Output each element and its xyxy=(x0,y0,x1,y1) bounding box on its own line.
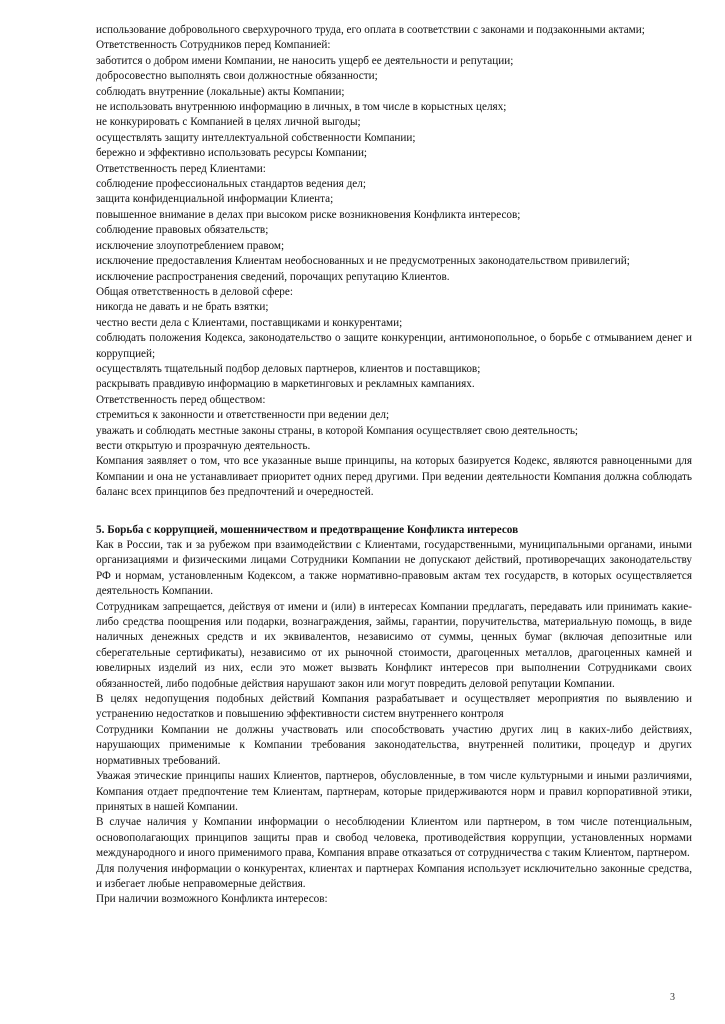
section-5-paragraph: Как в России, так и за рубежом при взаимодействии с Клиентами, государственными, муниципальными органами, иными организациями и физическими лицами Сотрудники Компании не допускают действий, противоречащих законодательству РФ и нормам, установленным Кодексом, а также нормативно-правовым актам тех государств, в которых осуществляется деятельность Компании. xyxy=(96,539,692,598)
section-5-paragraph: При наличии возможного Конфликта интересов: xyxy=(96,893,328,906)
text-line: заботится о добром имени Компании, не наносить ущерб ее деятельности и репутации; xyxy=(96,54,514,67)
text-line: исключение распространения сведений, порочащих репутацию Клиентов. xyxy=(96,270,450,283)
text-line: не использовать внутреннюю информацию в личных, в том числе в корыстных целях; xyxy=(96,101,507,114)
text-line: использование добровольного сверхурочного труда, его оплата в соответствии с законами и подзаконными актами; xyxy=(96,24,645,36)
section-subheading: Общая ответственность в деловой сфере: xyxy=(96,285,293,298)
text-line: стремиться к законности и ответственности при ведении дел; xyxy=(96,409,390,422)
text-line: добросовестно выполнять свои должностные обязанности; xyxy=(96,70,378,83)
page-number: 3 xyxy=(670,992,675,1003)
text-line: бережно и эффективно использовать ресурсы Компании; xyxy=(96,147,368,160)
section-5-paragraph: Сотрудники Компании не должны участвовать или способствовать участию других лиц в каких-либо действиях, нарушающих применимые к Компании требования законодательства, внутренней политики, процедур и других нормативных требований. xyxy=(96,723,692,767)
text-line: соблюдать внутренние (локальные) акты Компании; xyxy=(96,85,345,98)
text-line: повышенное внимание в делах при высоком риске возникновения Конфликта интересов; xyxy=(96,208,521,221)
section-subheading: Ответственность перед обществом: xyxy=(96,393,266,406)
competition-paragraph: соблюдать положения Кодекса, законодательство о защите конкуренции, антимонопольное, о борьбе с отмыванием денег и коррупцией; xyxy=(96,332,692,360)
section-5-title: 5. Борьба с коррупцией, мошенничеством и предотвращение Конфликта интересов xyxy=(96,523,519,536)
section-5-paragraph: Для получения информации о конкурентах, клиентах и партнерах Компания использует исключительно законные средства, и избегает любые неправомерные действия. xyxy=(96,862,692,890)
principles-paragraph: Компания заявляет о том, что все указанные выше принципы, на которых базируется Кодекс, являются равноценными для Компании и она не устанавливает приоритет одних перед другими. При ведении деятельности Компания должна соблюдать баланс всех принципов без предпочтений и очередностей. xyxy=(96,455,692,499)
text-line: исключение предоставления Клиентам необоснованных и не предусмотренных законодательством привилегий; xyxy=(96,255,630,268)
responsibility-lines-top xyxy=(96,23,692,331)
section-5-paragraph: Уважая этические принципы наших Клиентов, партнеров, обусловленные, в том числе культурными и иными различиями, Компания отдает предпочтение тем Клиентам, партнерам, которые придерживаются норм и правил корпоративной этики, принятых в нашей Компании. xyxy=(96,770,692,813)
section-5-paragraph: Сотрудникам запрещается, действуя от имени и (или) в интересах Компании предлагать, передавать или принимать какие-либо средства поощрения или подарки, вознаграждения, займы, гарантии, поручительства, материальную помощь, в виде наличных денежных средств и их эквивалентов, независимо от суммы, ценных бумаг (включая депозитные или сберегательные сертификаты), независимо от их рыночной стоимости, драгоценных металлов, драгоценных камней и ювелирных изделий из них, если это может вызвать Конфликт интересов при выполнении Сотрудниками своих обязанностей, либо подобные действия нарушают закон или могут повредить деловой репутации Компании. xyxy=(96,600,692,690)
text-line: исключение злоупотреблением правом; xyxy=(96,239,285,252)
section-subheading: Ответственность Сотрудников перед Компанией: xyxy=(96,39,331,52)
text-line: вести открытую и прозрачную деятельность. xyxy=(96,439,311,452)
text-line: осуществлять тщательный подбор деловых партнеров, клиентов и поставщиков; xyxy=(96,362,481,375)
responsibility-lines-mid xyxy=(96,362,692,454)
section-5-paragraph: В целях недопущения подобных действий Компания разрабатывает и осуществляет мероприятия по выявлению и устранению недостатков и повышению эффективности систем внутреннего контроля xyxy=(96,693,692,721)
text-line: осуществлять защиту интеллектуальной собственности Компании; xyxy=(96,131,416,144)
page-body xyxy=(96,23,692,908)
text-line: раскрывать правдивую информацию в маркетинговых и рекламных кампаниях. xyxy=(96,378,475,391)
text-line: честно вести дела с Клиентами, поставщиками и конкурентами; xyxy=(96,316,403,329)
text-line: защита конфиденциальной информации Клиента; xyxy=(96,193,334,206)
text-line: соблюдение правовых обязательств; xyxy=(96,224,269,237)
section-subheading: Ответственность перед Клиентами: xyxy=(96,162,266,175)
section-5-paragraph: В случае наличия у Компании информации о несоблюдении Клиентом или партнером, в том числе потенциальным, основополагающих принципов защиты прав и свобод человека, противодействия коррупции, установленных нормами международного и иного применимого права, Компания вправе отказаться от сотрудничества с таким Клиентом, партнером. xyxy=(96,816,692,860)
text-line: никогда не давать и не брать взятки; xyxy=(96,301,269,314)
text-line: уважать и соблюдать местные законы страны, в которой Компания осуществляет свою деятельность; xyxy=(96,424,579,437)
text-line: соблюдение профессиональных стандартов ведения дел; xyxy=(96,178,366,191)
text-line: не конкурировать с Компанией в целях личной выгоды; xyxy=(96,116,361,129)
